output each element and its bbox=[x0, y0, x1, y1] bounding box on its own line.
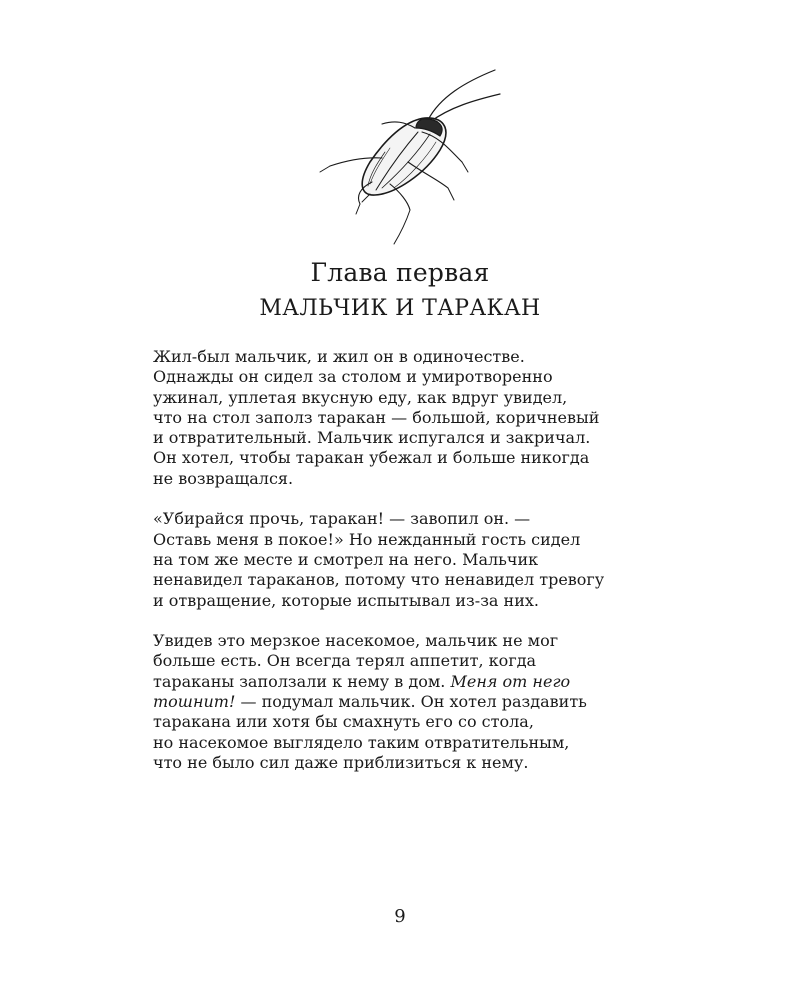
paragraph-1 bbox=[153, 347, 653, 489]
text-line: на том же месте и смотрел на него. Мальчик bbox=[153, 549, 539, 569]
text-segment: тараканы заползали к нему в дом. bbox=[153, 671, 451, 691]
chapter-label: Глава первая bbox=[310, 258, 490, 287]
italic-thought: Меня от него bbox=[450, 671, 571, 691]
body-text bbox=[153, 347, 653, 794]
text-segment: — подумал мальчик. Он хотел раздавить bbox=[235, 692, 587, 712]
text-line: Он хотел, чтобы таракан убежал и больше никогда bbox=[153, 448, 590, 468]
paragraph-3 bbox=[153, 631, 653, 773]
text-line: «Убирайся прочь, таракан! — завопил он. — bbox=[153, 509, 531, 529]
italic-thought: тошнит! bbox=[153, 692, 236, 712]
text-line: Жил-был мальчик, и жил он в одиночестве. bbox=[153, 347, 525, 366]
text-line bbox=[153, 692, 653, 712]
text-line: что не было сил даже приблизиться к нему. bbox=[153, 752, 529, 772]
text-line: Однажды он сидел за столом и умиротворенно bbox=[153, 367, 553, 387]
text-line: Оставь меня в покое!» Но нежданный гость сидел bbox=[153, 529, 581, 549]
text-line: ненавидел тараканов, потому что ненавидел тревогу bbox=[153, 570, 605, 590]
cockroach-illustration bbox=[290, 62, 510, 252]
text-line bbox=[153, 672, 653, 692]
chapter-title: МАЛЬЧИК И ТАРАКАН bbox=[259, 296, 541, 321]
paragraph-2 bbox=[153, 509, 653, 610]
text-line: что на стол заполз таракан — большой, коричневый bbox=[153, 407, 600, 427]
text-line: больше есть. Он всегда терял аппетит, когда bbox=[153, 651, 537, 671]
text-line: таракана или хотя бы смахнуть его со стола, bbox=[153, 712, 534, 732]
text-line: и отвратительный. Мальчик испугался и закричал. bbox=[153, 428, 591, 448]
text-line: Увидев это мерзкое насекомое, мальчик не мог bbox=[153, 631, 559, 651]
text-line: не возвращался. bbox=[153, 468, 294, 488]
text-line: но насекомое выглядело таким отвратительным, bbox=[153, 732, 570, 752]
text-line: и отвращение, которые испытывал из-за них. bbox=[153, 590, 539, 610]
page-number: 9 bbox=[394, 906, 406, 927]
text-line: ужинал, уплетая вкусную еду, как вдруг увидел, bbox=[153, 387, 568, 407]
